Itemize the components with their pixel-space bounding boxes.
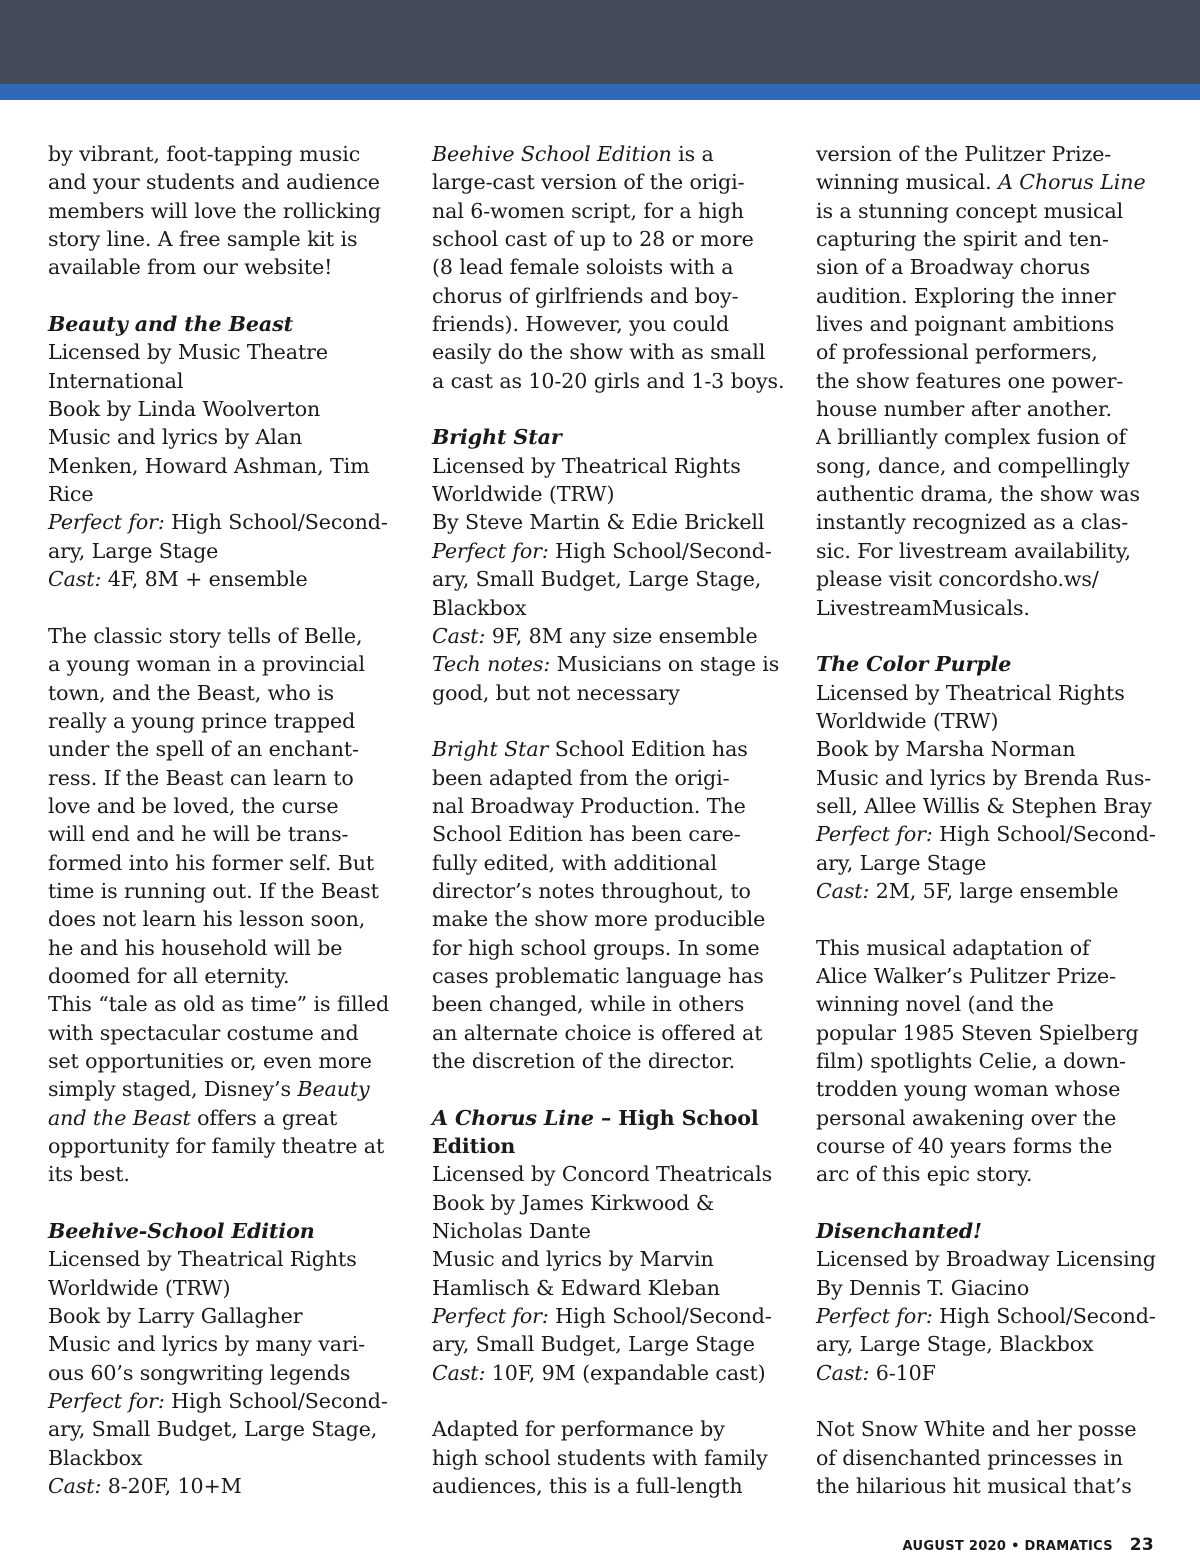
text-line [816,1359,1156,1387]
header-accent-rule [0,84,1200,100]
text-line: Book by James Kirkwood & [432,1190,715,1215]
page-number: 23 [1129,1535,1154,1555]
show-title: Beehive-School Edition [48,1219,315,1244]
text-line: LivestreamMusicals. [816,595,1030,620]
text-line: trodden young woman whose [816,1077,1121,1102]
text-line: easily do the show with as small [432,340,766,365]
field-value: 8-20F, 10+M [101,1474,242,1499]
text-line: please visit concordsho.ws/ [816,567,1099,592]
text-line: arc of this epic story. [816,1162,1033,1187]
field-label: Cast: [48,1474,102,1499]
text-line: under the spell of an enchant- [48,737,359,762]
show-title: The Color Purple [816,652,1012,677]
field-label: Perfect for: [816,822,933,847]
text-line: Music and lyrics by Marvin [432,1247,714,1272]
text-line: and your students and audience [48,170,380,195]
text-line: Alice Walker’s Pulitzer Prize- [816,963,1117,988]
text-line: Licensed by Theatrical Rights [432,453,741,478]
text-line: popular 1985 Steven Spielberg [816,1020,1139,1045]
text-line: chorus of girlfriends and boy- [432,283,739,308]
text-line: Music and lyrics by Brenda Rus- [816,765,1152,790]
text-run: simply staged, Disney’s [48,1077,298,1102]
text-line: Blackbox [432,595,527,620]
text-line: make the show more producible [432,907,766,932]
text-line: Worldwide (TRW) [816,708,999,733]
text-line: Book by Linda Woolverton [48,397,321,422]
text-line: he and his household will be [48,935,343,960]
field-value: High School/Second- [932,822,1156,847]
text-line: town, and the Beast, who is [48,680,335,705]
field-value: High School/Second- [164,1389,388,1414]
text-line: instantly recognized as a clas- [816,510,1129,535]
text-line: International [48,368,184,393]
field-value: High School/Second- [548,538,772,563]
field-label: Perfect for: [816,1304,933,1329]
text-line: friends). However, you could [432,312,730,337]
text-line: (8 lead female soloists with a [432,255,734,280]
text-line: director’s notes throughout, to [432,878,751,903]
show-title-inline: Beauty [297,1077,370,1102]
field-label: Cast: [432,1360,486,1385]
field-label: Cast: [48,567,102,592]
text-line: its best. [48,1162,130,1187]
text-line: Menken, Howard Ashman, Tim [48,453,370,478]
text-line: By Steve Martin & Edie Brickell [432,510,765,535]
field-label: Perfect for: [432,538,549,563]
text-line [48,1075,388,1103]
text-line: sic. For livestream availability, [816,538,1131,563]
text-line: Licensed by Broadway Licensing [816,1247,1156,1272]
text-line: school cast of up to 28 or more [432,227,754,252]
text-line: course of 40 years forms the [816,1134,1113,1159]
text-line: an alternate choice is offered at [432,1020,763,1045]
text-line: audiences, this is a full-length [432,1474,743,1499]
text-line: Licensed by Music Theatre [48,340,328,365]
text-line: ary, Small Budget, Large Stage, [48,1417,378,1442]
text-line: of professional performers, [816,340,1098,365]
show-title-inline: Bright Star [432,737,549,762]
text-line: Licensed by Theatrical Rights [816,680,1125,705]
field-label: Perfect for: [48,1389,165,1414]
text-run: is a [671,142,714,166]
text-line: formed into his former self. But [48,850,375,875]
text-line: ress. If the Beast can learn to [48,765,354,790]
text-line: audition. Exploring the inner [816,283,1116,308]
text-line [816,820,1156,848]
show-title-inline: A Chorus Line [998,170,1146,195]
text-line: The classic story tells of Belle, [48,623,363,648]
text-line: film) spotlights Celie, a down- [816,1049,1126,1073]
text-line [432,1302,772,1330]
text-line: the show features one power- [816,368,1124,393]
show-title [432,1104,772,1132]
page-footer [903,1535,1154,1555]
field-label: Perfect for: [432,1304,549,1329]
text-line: winning novel (and the [816,992,1054,1017]
text-line [816,168,1156,196]
text-line: set opportunities or, even more [48,1049,372,1073]
text-line: been changed, while in others [432,992,745,1017]
text-line [432,622,772,650]
text-line: Hamlisch & Edward Kleban [432,1275,720,1300]
text-line [48,1472,388,1500]
field-label: Cast: [432,623,486,648]
text-line: by vibrant, foot-tapping music [48,142,361,166]
text-line: This “tale as old as time” is filled [48,992,390,1017]
text-line [432,537,772,565]
text-line: opportunity for family theatre at [48,1134,385,1159]
text-line: available from our website! [48,255,333,280]
field-value: 6-10F [869,1360,936,1385]
text-line: Licensed by Theatrical Rights [48,1247,357,1272]
field-value: 10F, 9M (expandable cast) [485,1360,766,1385]
header-band [0,0,1200,84]
field-value: 9F, 8M any size ensemble [485,623,758,648]
text-line: been adapted from the origi- [432,765,730,790]
show-title-edition: Edition [432,1134,516,1159]
text-line: is a stunning concept musical [816,198,1124,223]
text-line: Worldwide (TRW) [432,482,615,507]
text-line: ary, Large Stage, Blackbox [816,1332,1094,1357]
text-line [432,1359,772,1387]
text-run: School Edition has [548,737,748,762]
text-line: Not Snow White and her posse [816,1417,1137,1442]
footer-issue: AUGUST 2020 [902,1539,1007,1554]
text-line: story line. A free sample kit is [48,227,358,252]
text-line: sion of a Broadway chorus [816,255,1091,280]
text-line: By Dennis T. Giacino [816,1275,1030,1300]
text-line: Rice [48,482,94,507]
text-line: song, dance, and compellingly [816,453,1130,478]
field-value: Musicians on stage is [550,652,780,677]
text-line [432,735,772,763]
text-line: of disenchanted princesses in [816,1445,1123,1470]
text-line: ary, Large Stage [48,538,219,563]
text-line: for high school groups. In some [432,935,760,960]
text-line: ous 60’s songwriting legends [48,1360,351,1385]
text-line: Book by Marsha Norman [816,737,1076,762]
text-line: Worldwide (TRW) [48,1275,231,1300]
text-line: the discretion of the director. [432,1049,736,1073]
text-line: sell, Allee Willis & Stephen Bray [816,793,1152,818]
text-line: high school students with family [432,1445,768,1470]
field-label: Tech notes: [432,652,551,677]
field-label: Cast: [816,1360,870,1385]
show-title-edition: – High School [593,1105,759,1130]
field-label: Perfect for: [48,510,165,535]
text-line: version of the Pulitzer Prize- [816,142,1112,166]
field-value: High School/Second- [548,1304,772,1329]
text-line: does not learn his lesson soon, [48,907,366,932]
text-line: School Edition has been care- [432,822,741,847]
text-line: This musical adaptation of [816,935,1090,960]
footer-magazine: DRAMATICS [1024,1539,1113,1554]
column-2 [432,140,785,1501]
text-line: lives and poignant ambitions [816,312,1115,337]
text-line: love and be loved, the curse [48,793,339,818]
text-line: Blackbox [48,1445,143,1470]
text-line [48,565,388,593]
text-line: capturing the spirit and ten- [816,227,1109,252]
text-line: house number after another. [816,397,1112,422]
text-line: personal awakening over the [816,1105,1117,1130]
field-value: High School/Second- [932,1304,1156,1329]
text-line: Book by Larry Gallagher [48,1304,303,1329]
footer-separator: • [1011,1539,1020,1554]
text-line [816,1302,1156,1330]
text-line: ary, Large Stage [816,850,987,875]
text-line [48,1387,388,1415]
text-line: ary, Small Budget, Large Stage [432,1332,755,1357]
text-line [432,140,772,168]
text-line: with spectacular costume and [48,1020,359,1045]
text-line: A brilliantly complex fusion of [816,425,1127,450]
text-line: Nicholas Dante [432,1219,591,1244]
text-line: Music and lyrics by many vari- [48,1332,366,1357]
text-line: the hilarious hit musical that’s [816,1474,1132,1499]
text-line: cases problematic language has [432,963,764,988]
text-line [816,877,1156,905]
text-line: really a young prince trapped [48,708,356,733]
text-line [432,650,780,678]
text-line: nal Broadway Production. The [432,793,746,818]
text-line: fully edited, with additional [432,850,717,875]
text-run: offers a great [190,1105,338,1130]
text-line [48,1104,388,1132]
column-1 [48,140,388,1501]
show-title: Beauty and the Beast [48,312,294,337]
text-line: good, but not necessary [432,680,680,705]
text-line: doomed for all eternity. [48,963,290,988]
text-line [48,508,388,536]
text-line: authentic drama, the show was [816,482,1140,507]
field-label: Cast: [816,878,870,903]
show-title-inline: Beehive School Edition [432,142,672,166]
column-3 [816,140,1156,1501]
field-value: 2M, 5F, large ensemble [869,878,1119,903]
text-line: members will love the rollicking [48,198,381,223]
text-line: ary, Small Budget, Large Stage, [432,567,762,592]
show-title-main: A Chorus Line [432,1105,594,1130]
field-value: High School/Second- [164,510,388,535]
text-line: will end and he will be trans- [48,822,349,847]
text-run: winning musical. [816,170,999,195]
text-line: time is running out. If the Beast [48,878,379,903]
text-line: Music and lyrics by Alan [48,425,303,450]
field-value: 4F, 8M + ensemble [101,567,308,592]
text-line: Adapted for performance by [432,1417,725,1442]
text-line: large-cast version of the origi- [432,170,745,195]
text-line: nal 6-women script, for a high [432,198,744,223]
text-line: a cast as 10-20 girls and 1-3 boys. [432,368,785,393]
show-title: Disenchanted! [816,1219,982,1244]
show-title-inline: and the Beast [48,1105,191,1130]
show-title: Bright Star [432,425,562,450]
text-line: a young woman in a provincial [48,652,365,677]
text-line: Licensed by Concord Theatricals [432,1162,773,1187]
